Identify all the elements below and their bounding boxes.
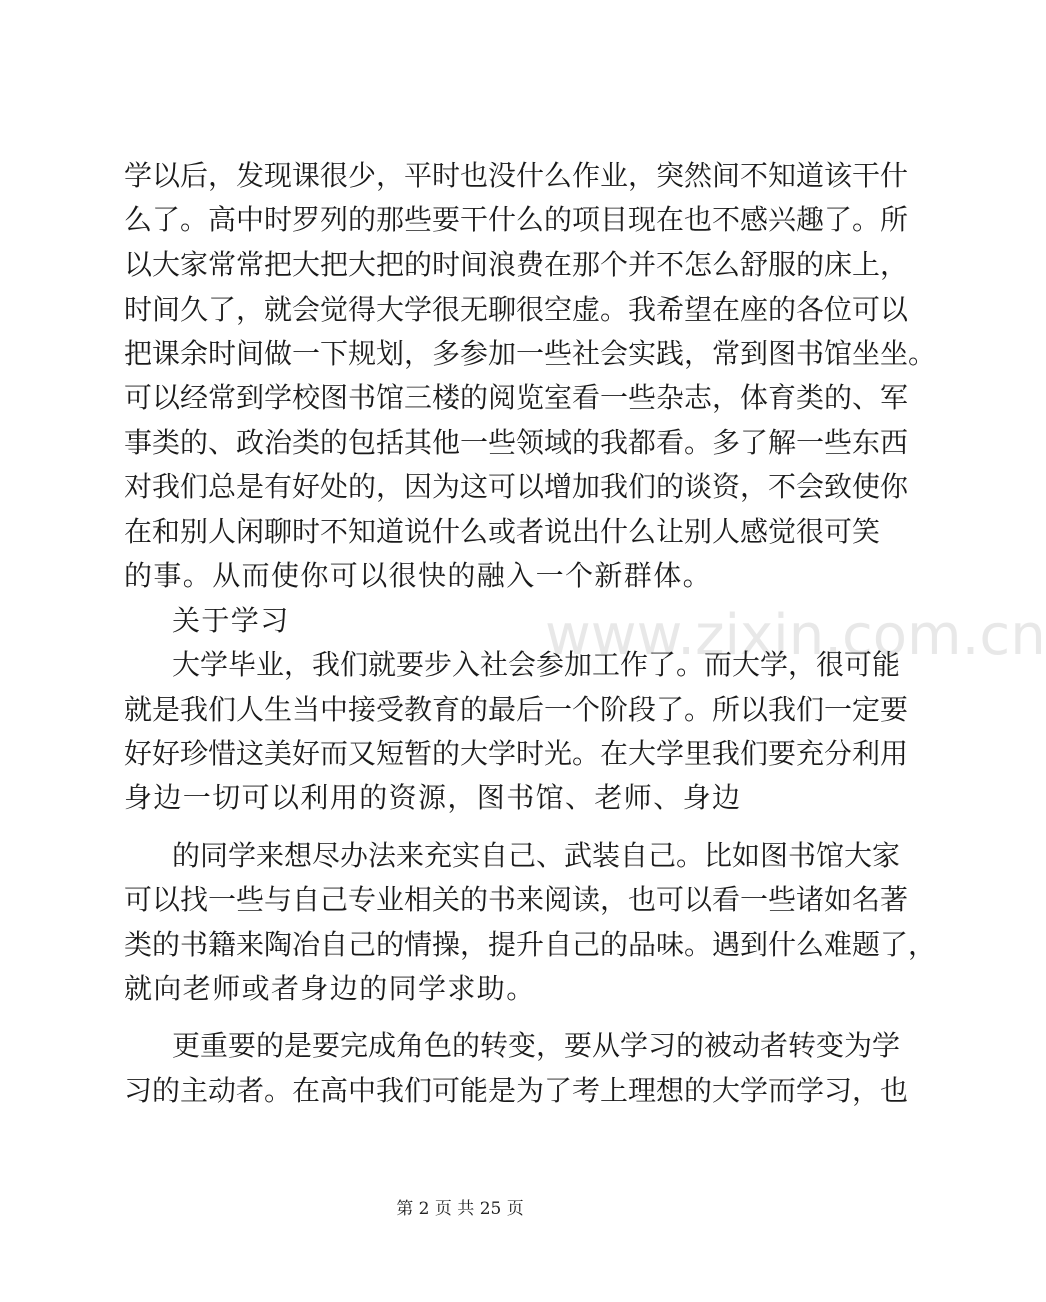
paragraph-line: 好好珍惜这美好而又短暂的大学时光。在大学里我们要充分利用 <box>124 737 909 770</box>
paragraph-line: 习的主动者。在高中我们可能是为了考上理想的大学而学习，也 <box>124 1074 909 1107</box>
paragraph-line: 身边一切可以利用的资源，图书馆、老师、身边 <box>124 781 742 814</box>
paragraph-line: 的事。从而使你可以很快的融入一个新群体。 <box>124 559 713 592</box>
paragraph-line: 就向老师或者身边的同学求助。 <box>124 972 536 1005</box>
paragraph-line: 在和别人闲聊时不知道说什么或者说出什么让别人感觉很可笑 <box>124 515 881 548</box>
paragraph-line: 就是我们人生当中接受教育的最后一个阶段了。所以我们一定要 <box>124 693 909 726</box>
paragraph-line: 学以后，发现课很少，平时也没什么作业，突然间不知道该干什 <box>124 159 909 192</box>
paragraph-line: 对我们总是有好处的，因为这可以增加我们的谈资，不会致使你 <box>124 470 909 503</box>
page-number-footer: 第 2 页 共 25 页 <box>396 1199 524 1219</box>
paragraph-line: 的同学来想尽办法来充实自己、武装自己。比如图书馆大家 <box>172 839 901 872</box>
paragraph-line: 时间久了，就会觉得大学很无聊很空虚。我希望在座的各位可以 <box>124 293 909 326</box>
paragraph-line: 类的书籍来陶冶自己的情操，提升自己的品味。遇到什么难题了， <box>124 928 937 961</box>
paragraph-line: 以大家常常把大把大把的时间浪费在那个并不怎么舒服的床上， <box>124 248 909 281</box>
paragraph-line: 更重要的是要完成角色的转变，要从学习的被动者转变为学 <box>172 1029 901 1062</box>
paragraph-line: 把课余时间做一下规划，多参加一些社会实践，常到图书馆坐坐。 <box>124 337 937 370</box>
paragraph-line: 可以找一些与自己专业相关的书来阅读，也可以看一些诸如名著 <box>124 883 909 916</box>
paragraph-line: 么了。高中时罗列的那些要干什么的项目现在也不感兴趣了。所 <box>124 203 909 236</box>
section-heading: 关于学习 <box>172 604 290 637</box>
paragraph-line: 可以经常到学校图书馆三楼的阅览室看一些杂志，体育类的、军 <box>124 381 909 414</box>
paragraph-line: 大学毕业，我们就要步入社会参加工作了。而大学，很可能 <box>172 648 901 681</box>
paragraph-line: 事类的、政治类的包括其他一些领域的我都看。多了解一些东西 <box>124 426 909 459</box>
watermark: www.zixin.com.cn <box>545 603 1046 668</box>
